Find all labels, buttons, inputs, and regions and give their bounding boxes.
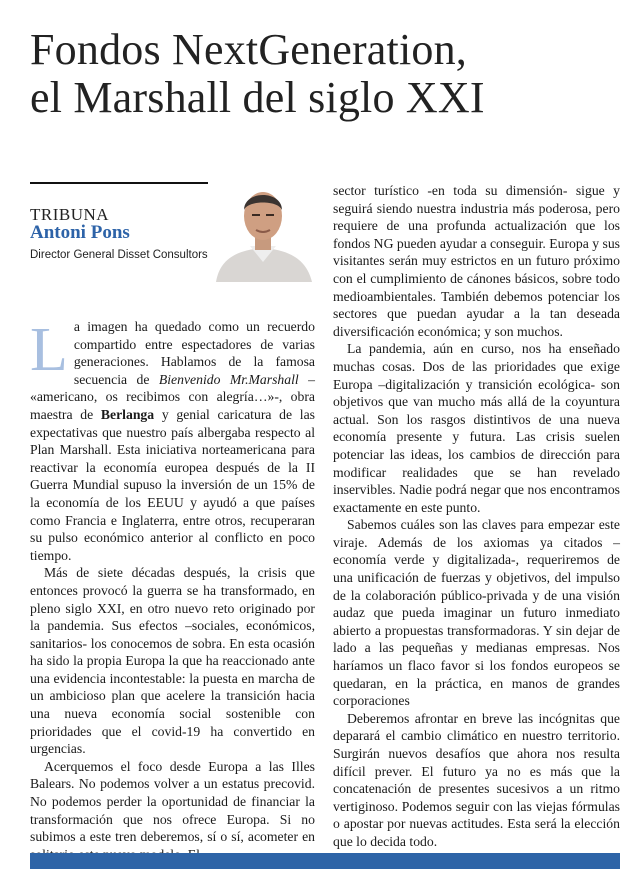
- headline-line-2: el Marshall del siglo XXI: [30, 73, 485, 122]
- footer-bar: [30, 853, 620, 869]
- author-role: Director General Disset Consultors: [30, 249, 208, 261]
- paragraph-2: Más de siete décadas después, la crisis que entonces provocó la guerra se ha transformado, en pleno siglo XXI, en otro nuevo reto originado por la pandemia. Sus efectos –sociales, económicos, sanitarios- los conocemos de sobra. En esta ocasión ha sido la propia Europa la que ha reaccionado ante una evidencia incontestable: la puesta en marcha de un ambicioso plan que acelere la transición hacia una nueva economía social sostenible con prioridades que el covid-19 ha convertido en urgencias.: [30, 565, 315, 757]
- paragraph-7: Deberemos afrontar en breve las incógnitas que deparará el cambio climático en nuestro territorio. Surgirán nuevos desafíos que ahora nos resulta difícil prever. El futuro ya no es más que la concatenación de presentes sucesivos a un ritmo vertiginoso. Podemos seguir con las viejas fórmulas o apostar por nuevas actitudes. Esta será la elección que lo decida todo.: [333, 710, 620, 849]
- director-name: Berlanga: [100, 406, 155, 422]
- article-column-left: [30, 318, 315, 863]
- author-photo: [208, 180, 318, 282]
- headline-line-1: Fondos NextGeneration,: [30, 25, 467, 74]
- film-title: Bienvenido Mr.Marshall: [158, 371, 299, 387]
- paragraph-6: Sabemos cuáles son las claves para empezar este viraje. Además de los axiomas ya citados – economía verde y digitalizada-, requeriremos de una unificación de fuerzas y objetivos, del impulso de la colaboración público-privada y de una visión audaz que pueda imaginar un futuro inmediato abierto a propuestas transformadoras. Y sin dejar de lado a las pequeñas y medianas empresas. Nos haríamos un flaco favor si los fondos europeos se quedaran, en la práctica, en manos de grandes corporaciones: [333, 517, 620, 709]
- drop-cap: L: [30, 316, 68, 384]
- author-name: Antoni Pons: [30, 222, 130, 243]
- paragraph-4: sector turístico -en toda su dimensión- sigue y seguirá siendo nuestra industria más poderosa, pero requiere de una profunda actualización que los fondos NG pueden ayudar a conseguir. Europa y sus visitantes serán muy estrictos en un futuro próximo con el cumplimiento de cánones básicos, sobre todo medioambientales. También debemos potenciar los sectores que puedan ayudar a la tan deseada diversificación económica; y son muchos.: [333, 183, 620, 339]
- paragraph-5: La pandemia, aún en curso, nos ha enseñado muchas cosas. Dos de las prioridades que exige Europa –digitalización y transición ecológica- son objetivos que van mucho más allá de la coyuntura actual. Son los rasgos distintivos de una nueva economía presente y futura. Las crisis suelen potenciar las ideas, los cambios de dirección para modificar realidades que se han revelado inservibles. Nadie podrá negar que nos encontramos exactamente en este punto.: [333, 341, 620, 515]
- paragraph-3: Acerquemos el foco desde Europa a las Illes Balears. No podemos volver a un estatus precovid. No podemos perder la oportunidad de financiar la transformación que nos ofrece Europa. Si no subimos a este tren deberemos, sí o sí, acometer en: [30, 758, 315, 845]
- section-label: TRIBUNA: [30, 205, 110, 224]
- headline: [30, 26, 620, 122]
- paragraph-1: La imagen ha quedado como un recuerdo compartido entre espectadores de varias generaciones. Hablamos de la famosa secuencia de Bienvenido Mr.Marshall – «americano, os recibimos con alegría…»-, obra maestra de Berlanga y genial caricatura de las expectativas que nuestro país albergaba respecto al Plan Marshall. Esta iniciativa norteamericana para reactivar la economía europea después de la II Guerra Mundial supuso la inversión de un 15% de la economía de los EEUU y ayudó a que países como Francia e Inglaterra, entre otros, recuperaran su pulso económico anterior al conflicto en poco tiempo.: [30, 316, 315, 563]
- article-column-right: [333, 182, 620, 851]
